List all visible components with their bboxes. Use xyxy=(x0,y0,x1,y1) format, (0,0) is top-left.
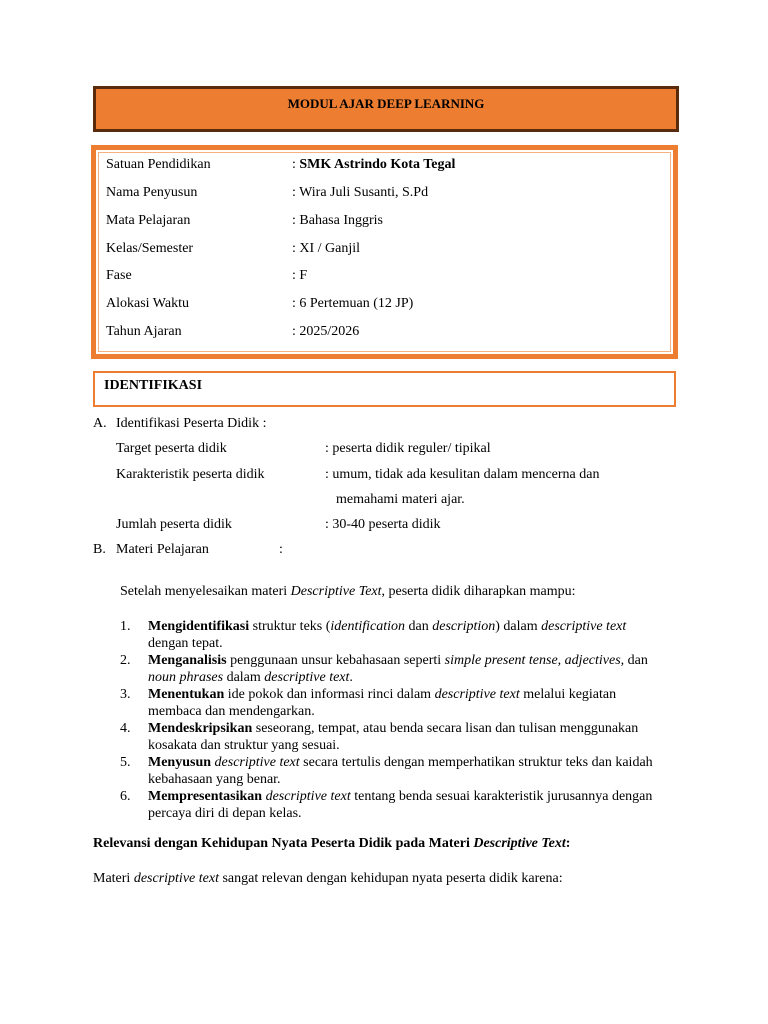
section-b-colon: : xyxy=(279,542,283,557)
section-b-marker: B. xyxy=(93,542,106,557)
list-item: 5. Menyusun descriptive text secara tertulis dengan memperhatikan struktur teks dan kaidah kebahasaan yang benar. xyxy=(120,755,653,787)
section-a-marker: A. xyxy=(93,416,107,431)
jumlah-value: : 30-40 peserta didik xyxy=(325,517,441,532)
section-b-title: Materi Pelajaran xyxy=(116,542,209,557)
info-label: Kelas/Semester xyxy=(106,241,194,256)
list-item: 4. Mendeskripsikan seseorang, tempat, atau benda secara lisan dan tulisan menggunakan kosakata dan struktur yang sesuai. xyxy=(120,721,639,753)
relevansi-heading: Relevansi dengan Kehidupan Nyata Peserta Didik pada Materi Descriptive Text: xyxy=(93,836,571,851)
identifikasi-heading: IDENTIFIKASI xyxy=(104,378,203,393)
info-label: Fase xyxy=(106,268,132,283)
identifikasi-box xyxy=(93,371,676,407)
info-value: : XI / Ganjil xyxy=(292,241,361,256)
karakter-label: Karakteristik peserta didik xyxy=(116,467,265,482)
list-item: 1. Mengidentifikasi struktur teks (identification dan description) dalam descriptive text dengan tepat. xyxy=(120,619,627,651)
list-item: 3. Menentukan ide pokok dan informasi rinci dalam descriptive text melalui kegiatan membaca dan mendengarkan. xyxy=(120,687,617,719)
info-label: Tahun Ajaran xyxy=(106,324,182,339)
target-label: Target peserta didik xyxy=(116,441,227,456)
section-a-title: Identifikasi Peserta Didik : xyxy=(116,416,267,431)
info-label: Alokasi Waktu xyxy=(106,296,189,311)
target-value: : peserta didik reguler/ tipikal xyxy=(325,441,491,456)
learning-objectives-list xyxy=(120,618,670,822)
info-value: : 2025/2026 xyxy=(292,324,360,339)
module-info-inner xyxy=(98,152,671,352)
info-value: : F xyxy=(292,268,308,283)
info-label: Satuan Pendidikan xyxy=(106,157,211,172)
info-value: : SMK Astrindo Kota Tegal xyxy=(292,157,456,172)
relevansi-paragraph: Materi descriptive text sangat relevan dengan kehidupan nyata peserta didik karena: xyxy=(93,871,563,886)
info-value: : Wira Juli Susanti, S.Pd xyxy=(292,185,429,200)
info-value: : Bahasa Inggris xyxy=(292,213,383,228)
list-item: 2. Menganalisis penggunaan unsur kebahasaan seperti simple present tense, adjectives, dan noun phrases dalam descriptive text. xyxy=(120,653,648,685)
info-label: Mata Pelajaran xyxy=(106,213,191,228)
module-title: MODUL AJAR DEEP LEARNING xyxy=(287,96,485,111)
karakter-value-cont: memahami materi ajar. xyxy=(336,492,465,507)
info-value: : 6 Pertemuan (12 JP) xyxy=(292,296,414,311)
jumlah-label: Jumlah peserta didik xyxy=(116,517,232,532)
list-item: 6. Mempresentasikan descriptive text tentang benda sesuai karakteristik jurusannya dengan percaya diri di depan kelas. xyxy=(120,789,653,821)
module-info-box xyxy=(91,145,678,359)
materi-intro: Setelah menyelesaikan materi Descriptive Text, peserta didik diharapkan mampu: xyxy=(120,584,576,599)
info-label: Nama Penyusun xyxy=(106,185,198,200)
karakter-value: : umum, tidak ada kesulitan dalam mencerna dan xyxy=(325,467,600,482)
module-title-box xyxy=(93,86,679,132)
